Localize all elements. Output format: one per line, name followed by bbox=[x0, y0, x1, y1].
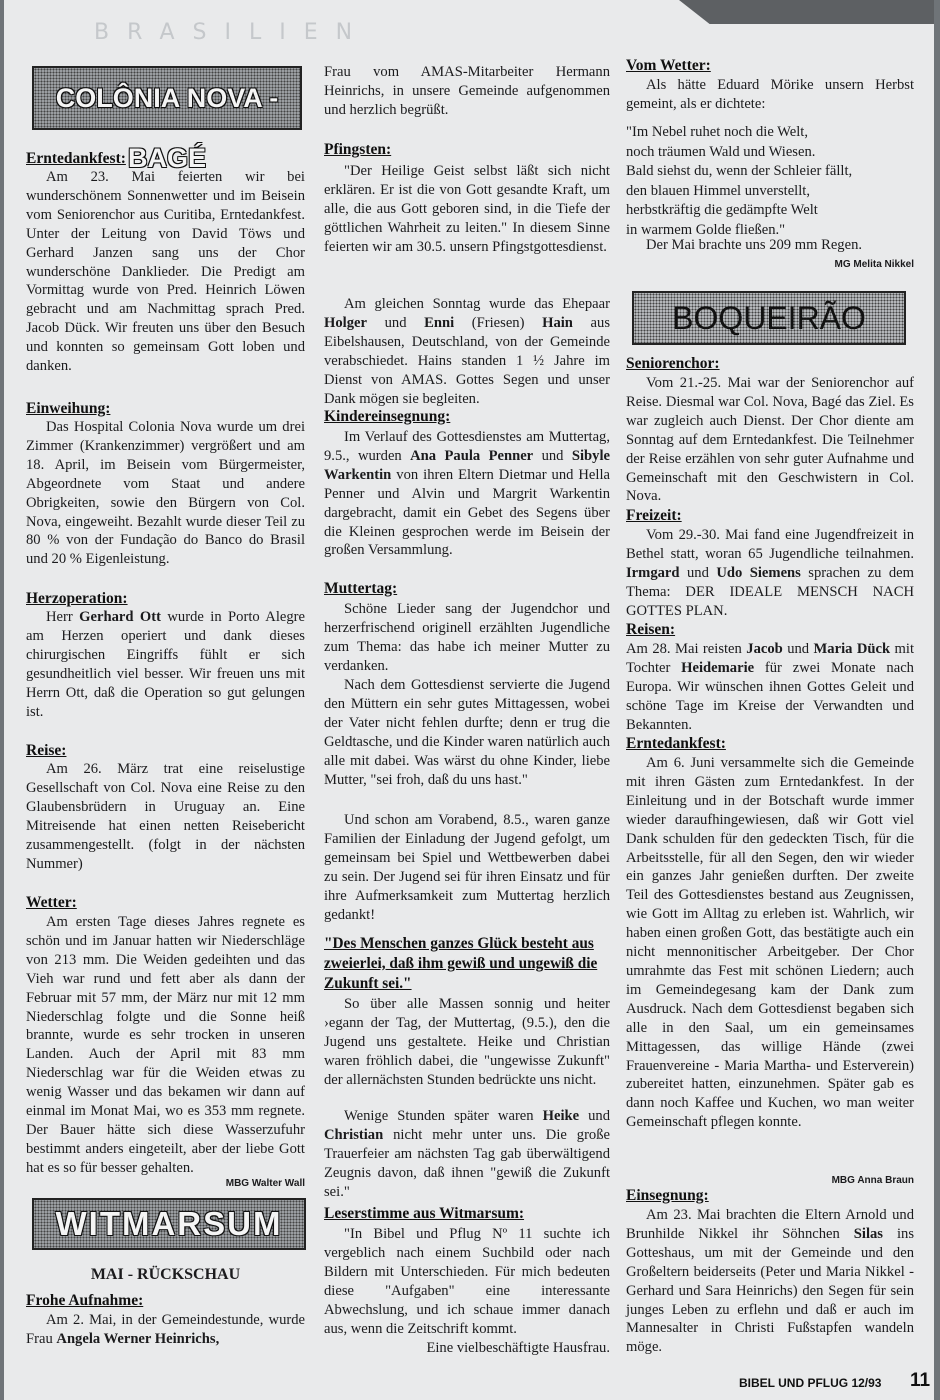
name-silas: Silas bbox=[853, 1225, 883, 1242]
heading-erntedankfest-2: Erntedankfest: bbox=[626, 735, 726, 752]
text-glueck-2-a: Wenige Stunden später waren bbox=[344, 1108, 543, 1124]
text-frohe-aufnahme bbox=[26, 1311, 305, 1349]
header-tab bbox=[679, 0, 934, 24]
text-einsegnung bbox=[626, 1206, 914, 1357]
heading-vom-wetter: Vom Wetter: bbox=[626, 57, 711, 74]
banner-witmarsum bbox=[32, 1198, 306, 1250]
header-ghost-text: BRASILIEN bbox=[94, 20, 371, 45]
heading-erntedankfest-1: Erntedankfest: bbox=[26, 150, 126, 167]
heading-leserstimme: Leserstimme aus Witmarsum: bbox=[324, 1205, 525, 1222]
text-reisen-b: und bbox=[782, 641, 814, 657]
text-herzoperation bbox=[26, 608, 305, 721]
heading-kindereinsegnung: Kindereinsegnung: bbox=[324, 408, 451, 425]
name-heike: Heike bbox=[542, 1108, 580, 1124]
text-verabschiedung bbox=[324, 295, 610, 408]
text-einsegnung-b: ins Gotteshaus, um mit der Gemeinde und den Großeltern beiderseits (Peter und Maria Nikkel - Gerhard und Sara Heinrichs) den Segen für sein junges Leben zu erflehn und daß er auch im Mannesalter in Christi Fußstapfen wandeln möge. bbox=[626, 1225, 914, 1356]
text-kindereinsegnung-a: Im Verlauf des Gottesdienstes am Muttertag, 9.5., wurden bbox=[324, 429, 610, 464]
text-erntedankfest-2: Am 6. Juni versammelte sich die Gemeinde mit ihren Gästen zum Erntedankfest. In der Einleitung und in der Botschaft wurde immer wieder daraufhingewiesen, daß wir Gott viel Dank schulden für den gedeckten Tisch, für die Arbeitsstelle, für all den Segen, den wir wieder ein ganzes Jahr genießen durften. Der zweite Teil des Gottesdienstes bestand aus Zeugnissen, wie Gott im Alltag zu erleben ist. Wahrlich, wir haben einen großen Gott, das bestätigte auch ein nicht mennonitischer Arbeitgeber. Der Chor umrahmte das Fest mit schönen Liedern; auch im Gemeindegesang kam der Dank zum Ausdruck. Nach dem Gottesdienst begaben sich alle in den Saal, um ein gemeinsames Mittagessen, das willige Hände (zwei Frauenvereine - Maria Martha- und Esterverein) zubereitet hatten, einzunehmen. Später gab es dann noch Kaffee und Kuchen, wo man weiter Gemeinschaft pflegen konnte. bbox=[626, 755, 914, 1131]
name-gerhard-ott: Gerhard Ott bbox=[79, 609, 161, 625]
footer-journal: BIBEL UND PFLUG 12/93 bbox=[739, 1376, 882, 1390]
name-christian: Christian bbox=[324, 1126, 384, 1143]
name-enni: Enni bbox=[424, 314, 455, 331]
heading-einweihung: Einweihung: bbox=[26, 400, 111, 417]
text-glueck-2-b: und bbox=[579, 1108, 610, 1124]
name-holger: Holger bbox=[324, 314, 367, 331]
signature-hausfrau: Eine vielbeschäftigte Hausfrau. bbox=[426, 1340, 610, 1356]
heading-glueck-quote: "Des Menschen ganzes Glück besteht aus zweierlei, daß ihm gewiß und ungewiß die Zukunft sei." bbox=[324, 935, 598, 992]
text-herzoperation-a: Herr bbox=[46, 609, 80, 625]
poem-moerike: "Im Nebel ruhet noch die Welt, noch träumen Wald und Wiesen. Bald siehst du, wenn der Schleier fällt, den blauen Himmel unverstellt, herbstkräftig die gedämpfte Welt in warmem Golde fließen." bbox=[626, 124, 853, 238]
heading-einsegnung: Einsegnung: bbox=[626, 1187, 709, 1204]
text-seniorenchor: Vom 21.-25. Mai war der Seniorenchor auf Reise. Diesmal war Col. Nova, Bagé das Ziel. Es war zugleich auch Dienst. Der Chor diente am Sonntag auf dem Erntedankfest. Die Teilnehmer der Reise erzählen von sehr guter Aufnahme und Gemeinschaft mit den Geschwistern in Col. Nova. bbox=[626, 375, 914, 505]
text-kindereinsegnung bbox=[324, 428, 610, 560]
text-glueck-1: So über alle Massen sonnig und heiter ›egann der Tag, der Muttertag, (9.5.), den die Jugend uns gestaltete. Heike und Christian waren fröhlich dabei, die "ungewisse Zukunft" der allernächsten Stunden bedrückte uns nicht. bbox=[324, 996, 610, 1088]
text-verabschiedung-a: Am gleichen Sonntag wurde das Ehepaar bbox=[344, 296, 610, 312]
text-glueck-2-c: nicht mehr unter uns. Die große Trauerfeier am nächsten Tag gab überwältigend Zeugnis davon, daß ihnen "gewiß die Zukunft sei." bbox=[324, 1126, 610, 1200]
text-kindereinsegnung-b: und bbox=[533, 447, 572, 464]
signature-anna-braun: MBG Anna Braun bbox=[831, 1175, 914, 1186]
name-ana-paula-penner: Ana Paula Penner bbox=[410, 447, 534, 464]
heading-herzoperation: Herzoperation: bbox=[26, 590, 128, 607]
page-number: 11 bbox=[910, 1370, 931, 1391]
heading-seniorenchor: Seniorenchor: bbox=[626, 355, 720, 372]
text-muttertag-3: Und schon am Vorabend, 8.5., waren ganze Familien der Einladung der Jugend gefolgt, um gemeinsam bei Spiel und Wettbewerben dabei zu sein. Der Jugend sei für ihren Einsatz und für ihre Aufmerksamkeit zum Muttertag herzlich gedankt! bbox=[324, 812, 610, 923]
text-pfingsten: "Der Heilige Geist selbst läßt sich nicht erklären. Er ist die von Gott gesandte Kraft, um alle, die aus Gott geboren sind, in die Tiefe der göttlichen Wahrheit zu leiten." In diesem Sinne feierten wir am 30.5. unsern Pfingstgottesdienst. bbox=[324, 163, 610, 255]
name-udo-siemens: Udo Siemens bbox=[716, 564, 801, 581]
text-kindereinsegnung-c: von ihren Eltern Dietmar und Hella Penner und Alvin und Margrit Warkentin dargebracht, damit ein Gebet des Segens über die Kleinen gesprochen werde im Beisein der großen Versammlung. bbox=[324, 466, 610, 559]
magazine-page bbox=[4, 0, 934, 1400]
heading-muttertag: Muttertag: bbox=[324, 580, 398, 597]
name-heidemarie: Heidemarie bbox=[681, 659, 755, 676]
text-reisen-c: mit Tochter bbox=[626, 641, 915, 676]
text-verabschiedung-c: (Friesen) bbox=[454, 314, 543, 331]
name-irmgard: Irmgard bbox=[626, 564, 680, 581]
text-reisen-a: Am 28. Mai reisten bbox=[626, 641, 747, 657]
heading-reisen: Reisen: bbox=[626, 621, 676, 638]
banner-colonia-nova-text: COLÔNIA NOVA - BAGÉ bbox=[55, 83, 279, 173]
name-hain: Hain bbox=[542, 314, 573, 331]
text-freizeit-a: Vom 29.-30. Mai fand eine Jugendfreizeit in Bethel statt, woran 65 Jugendliche teilnahmen. bbox=[626, 527, 914, 562]
text-mai-regen: Der Mai brachte uns 209 mm Regen. bbox=[646, 237, 863, 253]
text-verabschiedung-b: und bbox=[366, 314, 425, 331]
text-herzoperation-b: wurde in Porto Alegre am Herzen operiert und dank dieses chirurgischen Eingriffs fühlt er sich gesundheitlich viel besser. Wir freuen uns mit Herrn Ott, daß die Operation so gut gelungen ist. bbox=[26, 609, 305, 720]
text-muttertag-2: Nach dem Gottesdienst servierte die Jugend den Müttern ein sehr gutes Mittagessen, wobei der Vater nicht fehlen durfte; denn er trug die Geldtasche, und die Kinder waren natürlich auch alle mit dabei. Was wärst du ohne Kinder, liebe Mutter, "sei froh, daß du uns hast." bbox=[324, 677, 610, 788]
heading-reise: Reise: bbox=[26, 742, 67, 759]
signature-walter-wall: MBG Walter Wall bbox=[225, 1178, 305, 1189]
name-sibyle-warkentin: Sibyle Warkentin bbox=[324, 447, 610, 483]
banner-witmarsum-text: WITMARSUM bbox=[55, 1205, 283, 1242]
text-freizeit bbox=[626, 526, 914, 621]
text-reisen bbox=[626, 640, 914, 735]
text-einweihung: Das Hospital Colonia Nova wurde um drei Zimmer (Krankenzimmer) vergrößert und am 18. April, im Beisein vom Bürgermeister, Abgeordnete vom Staat und andere Obrigkeiten, sowie den Bürgern von Col. Nova, eingeweiht. Bezahlt wurde dieser Teil zu 80 % von der Fundação do Banco do Brasil und 20 % Eigenleistung. bbox=[26, 419, 305, 568]
text-wetter: Am ersten Tage dieses Jahres regnete es schön und im Januar hatten wir Niederschläge von 213 mm. Die Weiden gedeihten und das Vieh war rund und fett aber als dann der Februar mit 57 mm, der März nur mit 12 mm Niederschlag folgte und die Sonne heiß brannte, wurde es sehr trocken in unseren Landen. Auch der April mit 83 mm Niederschlag war für die Weiden etwas zu wenig Wasser und das bekamen wir dann auf einmal im Monat Mai, wo es 353 mm regnete. Der Bauer hätte sich diese Wasserzufuhr bestimmt anders eingeteilt, aber der liebe Gott hat es so für besser gehalten. bbox=[26, 914, 305, 1176]
text-reisen-d: für zwei Monate nach Europa. Wir wünschen ihnen Gottes Geleit und schöne Tage im Kreise der Verwandten und Bekannten. bbox=[626, 659, 914, 733]
signature-melita-nikkel: MG Melita Nikkel bbox=[834, 259, 914, 270]
heading-pfingsten: Pfingsten: bbox=[324, 141, 392, 158]
text-aufnahme-cont: Frau vom AMAS-Mitarbeiter Hermann Heinrichs, in unsere Gemeinde aufgenommen und herzlich begrüßt. bbox=[324, 64, 610, 118]
text-freizeit-b: und bbox=[679, 564, 717, 581]
heading-freizeit: Freizeit: bbox=[626, 507, 682, 524]
text-muttertag-1: Schöne Lieder sang der Jugendchor und herzerfrischend originell erzählten Jugendliche zum Thema: das habe ich meiner Mutter zu verdanken. bbox=[324, 601, 610, 674]
text-reise: Am 26. März trat eine reiselustige Gesellschaft von Col. Nova eine Reise zu den Glaubensbrüdern in Uruguay an. Eine Mitreisende hat einen netten Reisebericht zusammengestellt. (folgt in der nächsten Nummer) bbox=[26, 761, 305, 872]
name-maria-dueck: Maria Dück bbox=[813, 641, 891, 657]
text-freizeit-c: sprachen zu dem Thema: DER IDEALE MENSCH NACH GOTTES PLAN. bbox=[626, 564, 914, 619]
name-jacob: Jacob bbox=[746, 641, 783, 657]
text-glueck-2 bbox=[324, 1107, 610, 1202]
heading-frohe-aufnahme: Frohe Aufnahme: bbox=[26, 1292, 144, 1309]
text-erntedankfest-1: Am 23. Mai feierten wir bei wunderschönem Sonnenwetter und im Beisein vom Seniorenchor aus Curitiba, Erntedankfest. Unter der Leitung von David Töws und Gerhard Janzen sang uns der Chor wunderschöne Danklieder. Die Predigt am Vormittag wurde von Pred. Heinrich Löwen gebracht und am Nachmittag sprach Pred. Jacob Dück. Wir freuten uns über den Besuch und konnten so gemeinsam Gott loben und danken. bbox=[26, 169, 305, 375]
banner-boqueirao-text: BOQUEIRÃO bbox=[672, 300, 866, 336]
heading-wetter: Wetter: bbox=[26, 894, 77, 911]
text-leserstimme: "In Bibel und Pflug Nº 11 suchte ich vergeblich nach einem Suchbild oder nach Bildern mit Unterschieden. Für mich bedeuten diese "Aufgaben" eine interessante Abwechslung, und ich schaue immer danach aus, wenn die Zeitschrift kommt. bbox=[324, 1226, 610, 1337]
name-angela-werner-heinrichs: Angela Werner Heinrichs, bbox=[56, 1330, 220, 1347]
text-frohe-aufnahme-a: Am 2. Mai, in der Gemeindestunde, wurde Frau bbox=[26, 1312, 305, 1347]
text-vom-wetter: Als hätte Eduard Mörike unsern Herbst gemeint, als er dichtete: bbox=[626, 77, 914, 112]
text-verabschiedung-d: aus Eibelshausen, Deutschland, von der Gemeinde verabschiedet. Hains standen 1 ½ Jahre im Dienst von AMAS. Gottes Segen und unser Dank mögen sie begleiten. bbox=[324, 314, 611, 407]
banner-boqueirao bbox=[632, 291, 906, 345]
subheading-mai-rueckschau: MAI - RÜCKSCHAU bbox=[90, 1266, 241, 1283]
text-einsegnung-a: Am 23. Mai brachten die Eltern Arnold und Brunhilde Nikkel ihr Söhnchen bbox=[626, 1207, 914, 1242]
